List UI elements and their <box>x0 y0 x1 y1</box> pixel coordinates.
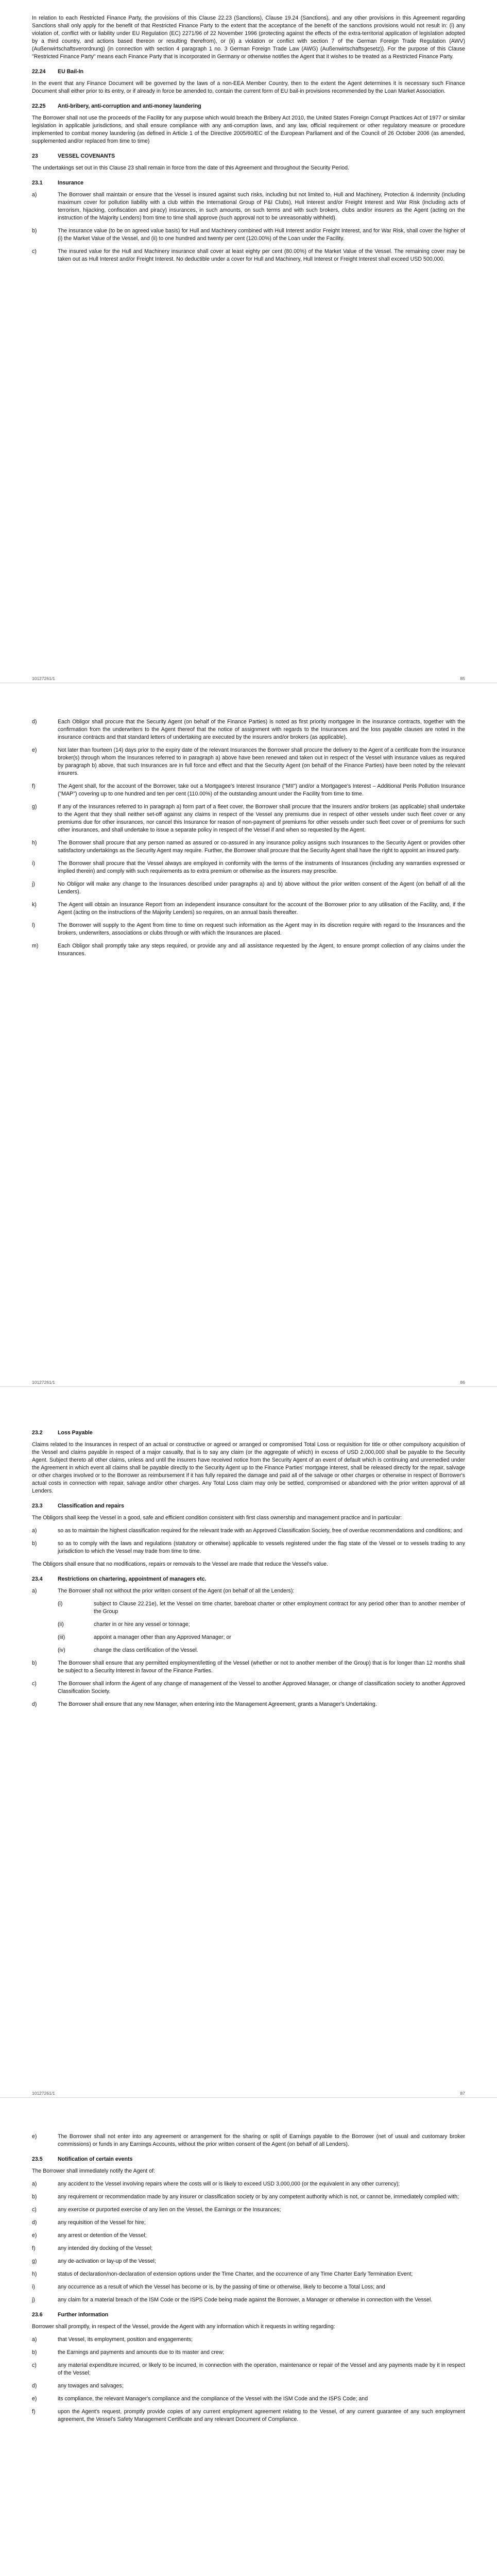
heading-title: Further information <box>58 2312 109 2318</box>
sub-list-item <box>32 1621 465 1629</box>
heading-23-2 <box>32 1429 465 1437</box>
list-label: a) <box>32 2336 37 2343</box>
list-item <box>32 2270 465 2278</box>
list-label: g) <box>32 804 37 810</box>
list-item <box>32 2382 465 2390</box>
paragraph-eu-bail-in: In the event that any Finance Document will be governed by the laws of a non-EEA Member Country, then to the extent the Agent determines it is necessary such Finance Document shall either prior to its entry, or if already in force be amended to, contain the current form of EU bail-in provisions recommended by the Loan Market Association. <box>32 80 465 94</box>
list-text: upon the Agent's request, promptly provide copies of any current employment agreement relating to the Vessel, of any current guarantee of any such employment agreement, the Vessel's Safety Management Certificate and any relevant Document of Compliance. <box>58 2409 465 2422</box>
list-text: The Borrower will supply to the Agent from time to time on request such information as the Agent may in its discretion require with regard to the Insurances and the brokers, underwriters, associations or clubs through or with which the Insurances are placed. <box>58 922 465 936</box>
heading-title: VESSEL COVENANTS <box>58 153 115 159</box>
list-text: so as to maintain the highest classification required for the relevant trade with an Approved Classification Society, free of overdue recommendations and conditions; and <box>58 1528 462 1534</box>
list-label: c) <box>32 2207 37 2213</box>
heading-23-4 <box>32 1575 465 1583</box>
list-text: the Earnings and payments and amounts due to its master and crew; <box>58 2349 225 2355</box>
page-number: 86 <box>460 1380 465 1385</box>
heading-number: 23.5 <box>32 2156 43 2162</box>
list-label: e) <box>32 747 37 753</box>
list-text: any intended dry docking of the Vessel; <box>58 2245 153 2251</box>
list-text: The Agent shall, for the account of the Borrower, take out a Mortgagee's Interest Insurance ("MII") and/or a Mortgagee's Interest – Additional Perils Pollution Insurance ("MAP") covering up to one hundred and ten per cent (110.00%) of the outstanding amount under the Facility from time to time. <box>58 783 465 797</box>
list-text: The Borrower shall not without the prior written consent of the Agent (on behalf of all the Lenders): <box>58 1588 295 1594</box>
heading-23-6 <box>32 2311 465 2319</box>
list-label: a) <box>32 192 37 198</box>
list-item <box>32 248 465 263</box>
list-text: any material expenditure incurred, or likely to be incurred, in connection with the operation, maintenance or repair of the Vessel and any payments made by it in respect of the Vessel; <box>58 2362 465 2376</box>
list-item <box>32 1680 465 1696</box>
sub-list-label: (iv) <box>58 1647 65 1653</box>
sub-list-label: (i) <box>58 1601 63 1607</box>
list-label: j) <box>32 2297 35 2303</box>
list-label: l) <box>32 922 35 928</box>
heading-number: 23.4 <box>32 1576 43 1582</box>
heading-title: Classification and repairs <box>58 1503 124 1509</box>
page-divider <box>0 683 497 718</box>
list-item <box>32 942 465 958</box>
list-text: Not later than fourteen (14) days prior to the expiry date of the relevant Insurances the Borrower shall procure the delivery to the Agent of a certificate from the insurance broker(s) through whom the Insurances referred to in paragraph a) above have been renewed and taken out in respect of the Vessel with insurance values as required by paragraph b) above, that such Insurances are in full force and effect and that the Security Agent (on behalf of the Finance Parties) have been noted by the relevant insurers. <box>58 747 465 776</box>
list-text: any occurrence as a result of which the Vessel has become or is, by the passing of time or otherwise, likely to become a Total Loss; and <box>58 2284 385 2290</box>
list-item <box>32 2232 465 2240</box>
list-item <box>32 2283 465 2291</box>
list-label: c) <box>32 1681 37 1687</box>
heading-22-25 <box>32 103 465 110</box>
list-label: h) <box>32 840 37 846</box>
list-item <box>32 803 465 834</box>
document-reference: 10127261/1 <box>32 1380 55 1385</box>
list-item <box>32 1540 465 1555</box>
list-item <box>32 2245 465 2252</box>
page-footer <box>32 2090 465 2097</box>
document-reference: 10127261/1 <box>32 2091 55 2096</box>
list-text: The Borrower shall ensure that any permitted employment/letting of the Vessel (whether or not to another member of the Group) that is for longer than 12 months shall be subject to a Security Interest in favour of the Finance Parties. <box>58 1660 465 1674</box>
page-87 <box>32 1429 465 2097</box>
heading-number: 22.24 <box>32 69 46 75</box>
list-item <box>32 2258 465 2265</box>
list-item <box>32 1659 465 1675</box>
list-label: a) <box>32 1588 37 1594</box>
list-item <box>32 191 465 222</box>
list-text: The Borrower shall inform the Agent of any change of management of the Vessel to another Approved Manager, or change of classification society to another Approved Classification Society. <box>58 1681 465 1694</box>
list-label: m) <box>32 943 39 949</box>
list-label: f) <box>32 783 36 789</box>
page-number: 85 <box>460 676 465 681</box>
list-text: The insured value for the Hull and Machinery insurance shall cover at least eighty per cent (80.00%) of the Market Value of the Vessel. The remaining cover may be taken out as Hull Interest and/or Freight Interest. No deductible under a cover for Hull and Machinery, Hull Interest or Freight Interest shall exceed USD 500,000. <box>58 248 465 262</box>
list-item <box>32 783 465 798</box>
list-label: f) <box>32 2409 36 2415</box>
paragraph-notification: The Borrower shall immediately notify the Agent of: <box>32 2168 156 2174</box>
heading-23-5 <box>32 2156 465 2163</box>
list-label: g) <box>32 2258 37 2264</box>
list-label: a) <box>32 2181 37 2187</box>
list-text: The Agent will obtain an Insurance Report from an independent insurance consultant for the account of the Borrower prior to any utilisation of the Facility, and, if the Agent (acting on the instructions of the Majority Lenders) so requires, on an annual basis thereafter. <box>58 902 465 916</box>
list-item <box>32 747 465 777</box>
sub-list-text: appoint a manager other than any Approved Manager; or <box>94 1634 231 1640</box>
list-item <box>32 860 465 875</box>
sub-list-item <box>32 1634 465 1641</box>
list-label: k) <box>32 902 37 908</box>
list-label: i) <box>32 860 35 867</box>
list-item <box>32 1527 465 1535</box>
list-label: d) <box>32 719 37 725</box>
list-label: f) <box>32 2245 36 2251</box>
list-item <box>32 2206 465 2214</box>
list-item <box>32 922 465 937</box>
heading-title: Notification of certain events <box>58 2156 133 2162</box>
heading-title: Loss Payable <box>58 1430 93 1436</box>
list-label: b) <box>32 1660 37 1666</box>
list-label: c) <box>32 2362 37 2368</box>
paragraph-vessel-covenants: The undertakings set out in this Clause 23 shall remain in force from the date of this Agreement and throughout the Security Period. <box>32 165 349 171</box>
heading-title: Anti-bribery, anti-corruption and anti-money laundering <box>58 103 201 109</box>
list-text: The insurance value (to be on agreed value basis) for Hull and Machinery combined with Hull Interest and/or Freight Interest, and for War Risk, shall cover the higher of (i) the Market Value of the Vessel, and (ii) to one hundred and twenty per cent (120.00%) of the Loan under the Facility. <box>58 228 465 242</box>
list-text: status of declaration/non-declaration of extension options under the Time Charter, and the occurrence of any Time Charter Early Termination Event; <box>58 2271 413 2277</box>
page-85 <box>32 14 465 683</box>
sub-list-text: subject to Clause 22.21e), let the Vessel on time charter, bareboat charter or other employment contract for any period other than to another member of the Group <box>94 1601 465 1615</box>
list-item <box>32 2180 465 2188</box>
list-label: b) <box>32 1540 37 1547</box>
list-label: a) <box>32 1528 37 1534</box>
heading-23 <box>32 152 465 160</box>
heading-number: 23.2 <box>32 1430 43 1436</box>
list-item <box>32 2193 465 2201</box>
list-label: d) <box>32 2219 37 2226</box>
page-divider <box>0 2097 497 2133</box>
page-88 <box>32 2133 465 2576</box>
list-item <box>32 839 465 855</box>
list-text: No Obligor will make any change to the Insurances described under paragraphs a) and b) above without the prior written consent of the Agent (on behalf of all the Lenders). <box>58 881 465 895</box>
list-text: its compliance, the relevant Manager's compliance and the compliance of the Vessel with the ISM Code and the ISPS Code; and <box>58 2396 368 2402</box>
list-text: The Borrower shall not enter into any agreement or arrangement for the sharing or split of Earnings payable to the Borrower (net of usual and customary broker commissions) or funds in any Earnings Accounts, without the prior written consent of the Agent (on behalf of all Lenders). <box>58 2133 465 2147</box>
list-label: j) <box>32 881 35 887</box>
list-text: any claim for a material breach of the ISM Code or the ISPS Code being made against the Borrower, a Manager or otherwise in connection with the Vessel. <box>58 2297 433 2303</box>
page-number: 87 <box>460 2091 465 2096</box>
list-item <box>32 2349 465 2357</box>
list-text: The Borrower shall procure that the Vessel always are employed in conformity with the terms of the instruments of Insurances (including any warranties expressed or implied therein) and comply with such requirements as to extra premium or otherwise as the insurers may prescribe. <box>58 860 465 874</box>
list-text: any de-activation or lay-up of the Vessel; <box>58 2258 156 2264</box>
sub-list-text: change the class certification of the Vessel. <box>94 1647 198 1653</box>
list-item <box>32 1701 465 1708</box>
list-text: any accident to the Vessel involving repairs where the costs will or is likely to exceed USD 3,000,000 (or the equivalent in any other currency); <box>58 2181 400 2187</box>
list-item <box>32 2219 465 2227</box>
list-text: The Borrower shall ensure that any new Manager, when entering into the Management Agreement, grants a Manager's Undertaking. <box>58 1701 377 1707</box>
paragraph-modifications: The Obligors shall ensure that no modifications, repairs or removals to the Vessel are made that reduce the Vessel's value. <box>32 1561 328 1567</box>
list-label: d) <box>32 2383 37 2389</box>
list-label: b) <box>32 2194 37 2200</box>
paragraph-restricted-finance-party: In relation to each Restricted Finance Party, the provisions of this Clause 22.23 (Sanctions), Clause 19.24 (Sanctions), and any other provisions in this Agreement regarding Sanctions shall only apply for the benefit of that Restricted Finance Party to the extent that the acceptance of the benefit of the sanctions provisions would not result in: (i) any violation of, conflict with or liability under EU Regulation (EC) 2271/96 of 22 November 1996 (protecting against the effects of the extra-territorial application of legislation adopted by a third country, and actions based thereon or resulting therefrom), or (ii) a violation or conflict with section 7 of the German Foreign Trade Regulation (AWV) (Außenwirtschaftsverordnung) (in connection with section 4 paragraph 1 no. 3 German Foreign Trade Law (AWG) (Außenwirtschaftsgesetz)). For the purpose of this Clause "Restricted Finance Party" means each Finance Party that is incorporated in Germany or otherwise notifies the Agent that it wishes to be treated as a Restricted Finance Party. <box>32 15 465 60</box>
heading-title: EU Bail-In <box>58 69 84 75</box>
paragraph-loss-payable: Claims related to the Insurances in respect of an actual or constructive or agreed or arranged or compromised Total Loss or requisition for title or other compulsory acquisition of the Vessel and claims payable in respect of a major casualty, that is to say any claim (or the aggregate of which) in excess of USD 2,000,000 shall be payable to the Security Agent. Subject thereto all other claims, unless and until the insurers have received notice from the Security Agent of an event of default which is continuing and unremedied under the Agreement in which event all claims shall be payable directly to the Security Agent up to the Finance Parties' mortgage interest, shall be released directly for the repair, salvage or other charges involved or to the Borrower as reimbursement if it has fully repaired the damage and paid all of the salvage or other charges or otherwise in respect of Borrower's actual costs in connection with repair, salvage and/or other charges. Any Total Loss claim may only be settled, compromised or abandoned with the prior written approval of all Lenders. <box>32 1442 465 1494</box>
heading-22-24 <box>32 68 465 76</box>
paragraph-further-information: Borrower shall promptly, in respect of the Vessel, provide the Agent with any information which it requests in writing regarding: <box>32 2324 335 2330</box>
list-text: Each Obligor shall promptly take any steps required, or provide any and all assistance requested by the Agent, to ensure prompt collection of any claims under the Insurances. <box>58 943 465 957</box>
heading-number: 23 <box>32 153 38 159</box>
heading-title: Insurance <box>58 180 84 186</box>
list-item <box>32 2408 465 2424</box>
sub-list-label: (ii) <box>58 1621 64 1628</box>
list-label: d) <box>32 1701 37 1707</box>
list-item <box>32 718 465 741</box>
list-item <box>32 2395 465 2403</box>
heading-title: Restrictions on chartering, appointment of managers etc. <box>58 1576 207 1582</box>
list-label: b) <box>32 228 37 234</box>
list-text: Each Obligor shall procure that the Security Agent (on behalf of the Finance Parties) is noted as first priority mortgagee in the insurance contracts, together with the confirmation from the underwriters to the Agent thereof that the notice of assignment with regards to the Insurances and the loss payable clauses are noted in the insurance contracts and that standard letters of undertaking are executed by the insurers and/or brokers (as applicable). <box>58 719 465 740</box>
list-text: any arrest or detention of the Vessel; <box>58 2232 147 2239</box>
list-text: that Vessel, its employment, position and engagements; <box>58 2336 193 2343</box>
paragraph-anti-bribery: The Borrower shall not use the proceeds of the Facility for any purpose which would breach the Bribery Act 2010, the United States Foreign Corrupt Practices Act of 1977 or similar legislation in applicable jurisdictions, and shall ensure compliance with any anti-corruption laws, and any law, official requirement or other regulatory measure or procedure implemented to combat money laundering (as defined in Article 1 of the Directive 2005/60/EC of the European Parliament and of the Council of 26 October 2006 (as amended, supplemented and/or replaced from time to time) <box>32 115 465 144</box>
list-label: e) <box>32 2133 37 2140</box>
heading-number: 23.3 <box>32 1503 43 1509</box>
list-label: e) <box>32 2232 37 2239</box>
list-item <box>32 2336 465 2344</box>
list-text: any requisition of the Vessel for hire; <box>58 2219 146 2226</box>
heading-number: 22.25 <box>32 103 46 109</box>
list-text: any towages and salvages; <box>58 2383 124 2389</box>
sub-list-item <box>32 1647 465 1654</box>
list-item <box>32 2362 465 2377</box>
list-item <box>32 2133 465 2148</box>
list-text: so as to comply with the laws and regulations (statutory or otherwise) applicable to vessels registered under the flag state of the Vessel or to vessels trading to any jurisdiction to which the Vessel may trade from time to time. <box>58 1540 465 1554</box>
paragraph-classification: The Obligors shall keep the Vessel in a good, safe and efficient condition consistent with first class ownership and management practice and in particular: <box>32 1515 402 1521</box>
page-divider <box>0 1386 497 1422</box>
page-footer <box>32 675 465 683</box>
list-text: If any of the Insurances referred to in paragraph a) form part of a fleet cover, the Borrower shall procure that the insurers and/or brokers (as applicable) shall undertake to the Agent that they shall neither set-off against any claims in respect of the Vessel any premiums due in respect of other vessels under such fleet cover or any premiums due for other insurances, nor cancel this Insurance for reason of non-payment of premiums for other vessels under such fleet cover or of premiums for such other insurances, and shall undertake to issue a separate policy in respect of the Vessel if and when so requested by the Agent. <box>58 804 465 833</box>
sub-list-item <box>32 1600 465 1616</box>
list-item <box>32 227 465 243</box>
list-text: any requirement or recommendation made by any insurer or classification society or by any competent authority which is not, or cannot be, immediately complied with; <box>58 2194 459 2200</box>
list-label: e) <box>32 2396 37 2402</box>
sub-list-label: (iii) <box>58 1634 65 1640</box>
list-label: c) <box>32 248 37 255</box>
list-label: b) <box>32 2349 37 2355</box>
list-label: h) <box>32 2271 37 2277</box>
heading-number: 23.1 <box>32 180 43 186</box>
list-item <box>32 880 465 896</box>
page-86 <box>32 718 465 1386</box>
heading-23-3 <box>32 1502 465 1510</box>
list-item <box>32 901 465 917</box>
list-text: The Borrower shall maintain or ensure that the Vessel is insured against such risks, including but not limited to, Hull and Machinery, Protection & Indemnity (including maximum cover for pollution liability with a club within the International Group of P&I Clubs), Hull Interest and/or Freight Interest and War Risk (including acts of terrorism, hijacking, confiscation and piracy) insurances, in such amounts, on such terms and with such brokers, clubs and/or insurers as the Agent (acting on the instruction of the Majority Lenders) from time to time shall approve (such approval not to be unreasonably withheld). <box>58 192 465 221</box>
heading-23-1 <box>32 179 465 187</box>
document-reference: 10127261/1 <box>32 676 55 681</box>
list-label: i) <box>32 2284 35 2290</box>
list-text: any exercise or purported exercise of any lien on the Vessel, the Earnings or the Insurances; <box>58 2207 281 2213</box>
list-item <box>32 2296 465 2304</box>
sub-list-text: charter in or hire any vessel or tonnage; <box>94 1621 190 1628</box>
list-item <box>32 1587 465 1595</box>
page-footer <box>32 1379 465 1386</box>
heading-number: 23.6 <box>32 2312 43 2318</box>
list-text: The Borrower shall procure that any person named as assured or co-assured in any insurance policy assigns such Insurances to the Security Agent or provides other satisfactory undertakings as the Security Agent may require. Further, the Borrower shall procure that the Security Agent shall have the right to appoint an insured party. <box>58 840 465 854</box>
